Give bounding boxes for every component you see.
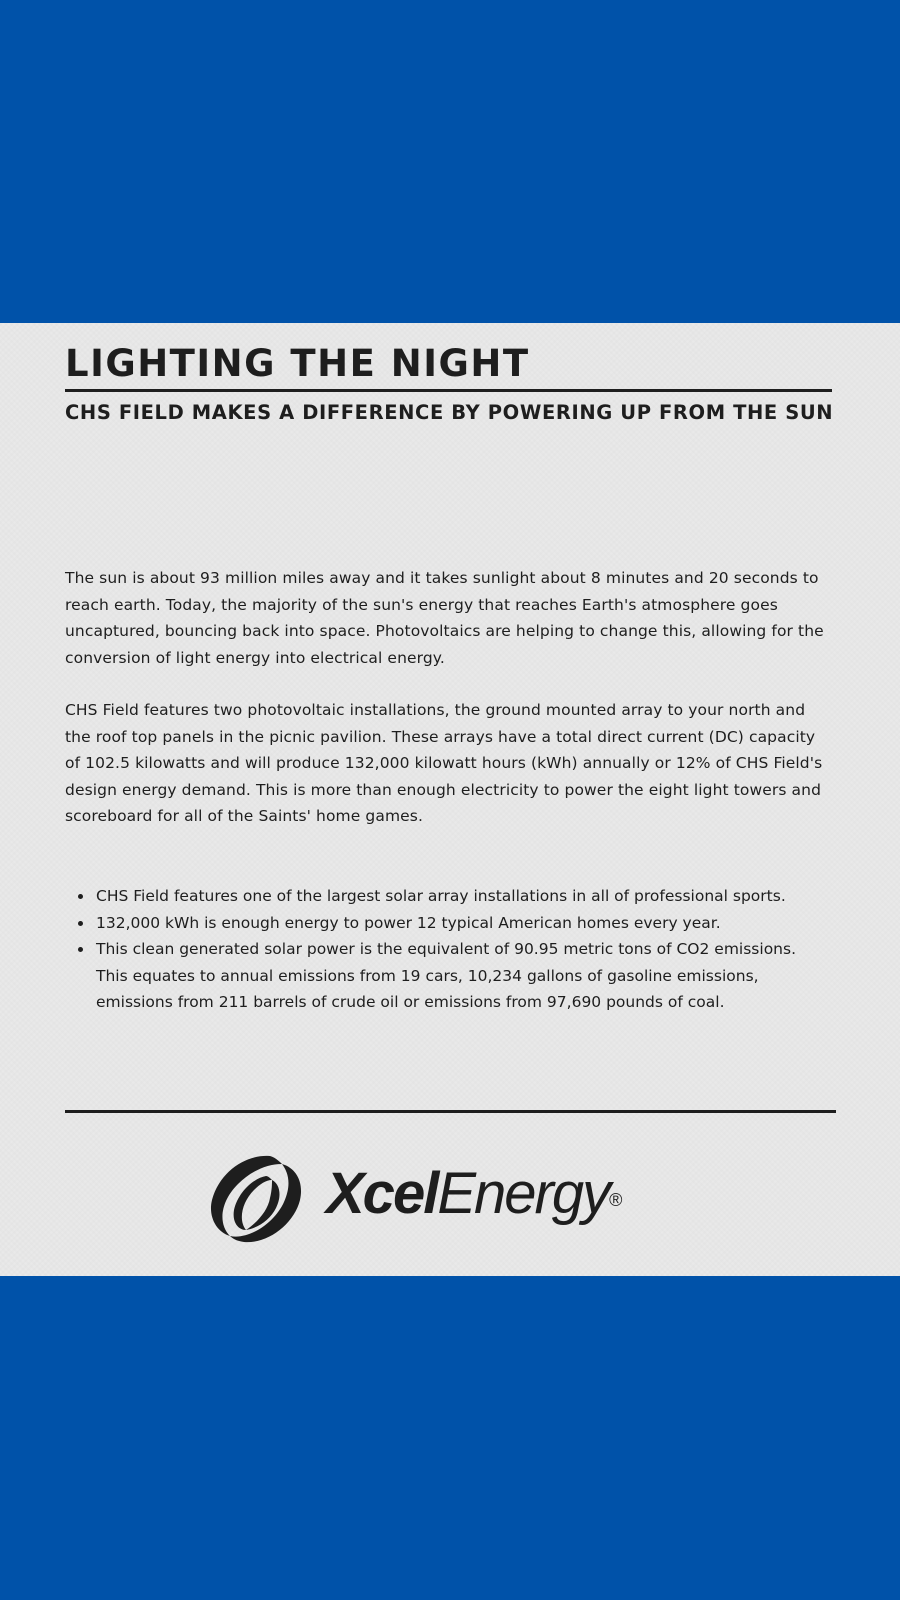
xcel-energy-swirl-icon — [208, 1150, 304, 1246]
page-subtitle: CHS FIELD MAKES A DIFFERENCE BY POWERING UP FROM THE SUN — [65, 401, 834, 424]
registered-mark: ® — [609, 1190, 623, 1210]
top-blue-band — [0, 0, 900, 323]
installations-paragraph: CHS Field features two photovoltaic installations, the ground mounted array to your north and the roof top panels in the picnic pavilion. These arrays have a total direct current (DC) capacity of 102.5 kilowatts and will produce 132,000 kilowatt hours (kWh) annually or 12% of CHS Field's design energy demand. This is more than enough electricity to power the eight light towers and scoreboard for all of the Saints' home games. — [65, 701, 823, 825]
bottom-blue-band — [0, 1276, 900, 1600]
list-item: CHS Field features one of the largest solar array installations in all of professional sports. — [96, 883, 826, 910]
list-item: 132,000 kWh is enough energy to power 12 typical American homes every year. — [96, 910, 826, 937]
intro-paragraph: The sun is about 93 million miles away and it takes sunlight about 8 minutes and 20 seconds to reach earth. Today, the majority of the sun's energy that reaches Earth's atmosphere goes uncaptured, bouncing back into space. Photovoltaics are helping to change this, allowing for the conversion of light energy into electrical energy. — [65, 569, 824, 667]
list-item: This clean generated solar power is the equivalent of 90.95 metric tons of CO2 emissions. This equates to annual emissions from 19 cars, 10,234 gallons of gasoline emissions, emissions from 211 barrels of crude oil or emissions from 97,690 pounds of coal. — [96, 936, 826, 1016]
wordmark-xcel: Xcel — [326, 1161, 438, 1226]
title-divider — [65, 389, 832, 392]
xcel-energy-logo — [208, 1150, 698, 1246]
bottom-divider — [65, 1110, 836, 1113]
wordmark-energy: Energy — [437, 1161, 610, 1226]
facts-list — [96, 883, 826, 1016]
xcel-energy-wordmark — [326, 1162, 622, 1226]
page-title: LIGHTING THE NIGHT — [65, 342, 530, 385]
